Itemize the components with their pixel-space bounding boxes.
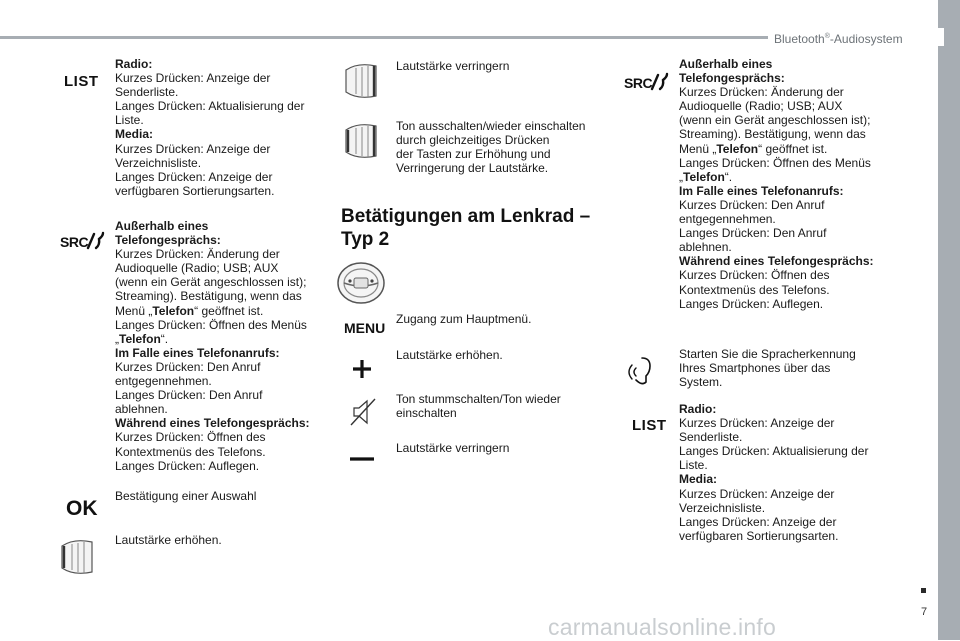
steering-wheel-icon — [336, 261, 386, 305]
minus-description: Lautstärke verringern — [396, 441, 510, 455]
page-number: 7 — [921, 606, 928, 618]
voice-description: Starten Sie die Spracherkennung Ihres Smartphones über das System. — [679, 347, 856, 390]
phone-handset-icon — [650, 72, 670, 92]
thumbwheel-down-icon — [342, 60, 382, 102]
thumbwheel-both-icon — [342, 120, 382, 162]
plus-icon — [352, 359, 372, 379]
watermark: carmanualsonline.info — [548, 614, 776, 640]
phone-handset-icon — [86, 231, 106, 251]
minus-icon — [350, 456, 374, 462]
list-description-2: Radio: Kurzes Drücken: Anzeige der Senderliste. Langes Drücken: Aktualisierung der Liste. Media: Kurzes Drücken: Anzeige der Verzeichnisliste. Langes Drücken: Anzeige der verfügbaren Sortierungsarten. — [679, 402, 869, 543]
vol-up-description: Lautstärke erhöhen. — [115, 533, 222, 547]
side-tab — [938, 0, 960, 640]
header-title: Bluetooth®-Audiosystem — [768, 28, 944, 46]
voice-recognition-icon — [628, 356, 662, 390]
mute-description: Ton ausschalten/wieder einschalten durch gleichzeitiges Drücken der Tasten zur Erhöhung und Verringerung der Lautstärke. — [396, 119, 586, 176]
page-marker — [921, 588, 926, 593]
ok-icon: OK — [66, 497, 98, 520]
mute-speaker-icon — [350, 398, 376, 426]
section-heading: Betätigungen am Lenkrad – Typ 2 — [341, 206, 591, 250]
thumbwheel-up-icon — [58, 536, 98, 578]
list-description: Radio: Kurzes Drücken: Anzeige der Senderliste. Langes Drücken: Aktualisierung der Liste. Media: Kurzes Drücken: Anzeige der Verzeichnisliste. Langes Drücken: Anzeige der verfügbaren Sortierungsarten. — [115, 57, 305, 198]
menu-icon: MENU — [344, 320, 386, 336]
list-icon-2: LIST — [632, 417, 667, 434]
vol-down-description: Lautstärke verringern — [396, 59, 510, 73]
list-icon: LIST — [64, 73, 99, 90]
src-description: Außerhalb eines Telefongesprächs: Kurzes Drücken: Änderung der Audioquelle (Radio; USB; AUX (wenn ein Gerät angeschlossen ist); Streaming). Bestätigung, wenn das Menü „Telefon“ geöffnet ist. Langes Drücken: Öffnen des Menüs „Telefon“. Im Falle eines Telefonanrufs: Kurzes Drücken: Den Anruf entgegennehmen. Langes Drücken: Den Anruf ablehnen. Während eines Telefongesprächs: Kurzes Drücken: Öffnen des Kontextmenüs des Telefons. Langes Drücken: Auflegen. — [115, 219, 310, 473]
mute2-description: Ton stummschalten/Ton wieder einschalten — [396, 392, 561, 421]
src-description-2: Außerhalb eines Telefongesprächs: Kurzes Drücken: Änderung der Audioquelle (Radio; USB; AUX (wenn ein Gerät angeschlossen ist); Streaming). Bestätigung, wenn das Menü „Telefon“ geöffnet ist. Langes Drücken: Öffnen des Menüs „Telefon“. Im Falle eines Telefonanrufs: Kurzes Drücken: Den Anruf entgegennehmen. Langes Drücken: Den Anruf ablehnen. Während eines Telefongesprächs: Kurzes Drücken: Öffnen des Kontextmenüs des Telefons. Langes Drücken: Auflegen. — [679, 57, 874, 311]
plus-description: Lautstärke erhöhen. — [396, 348, 503, 362]
ok-description: Bestätigung einer Auswahl — [115, 489, 257, 503]
menu-description: Zugang zum Hauptmenü. — [396, 312, 532, 326]
